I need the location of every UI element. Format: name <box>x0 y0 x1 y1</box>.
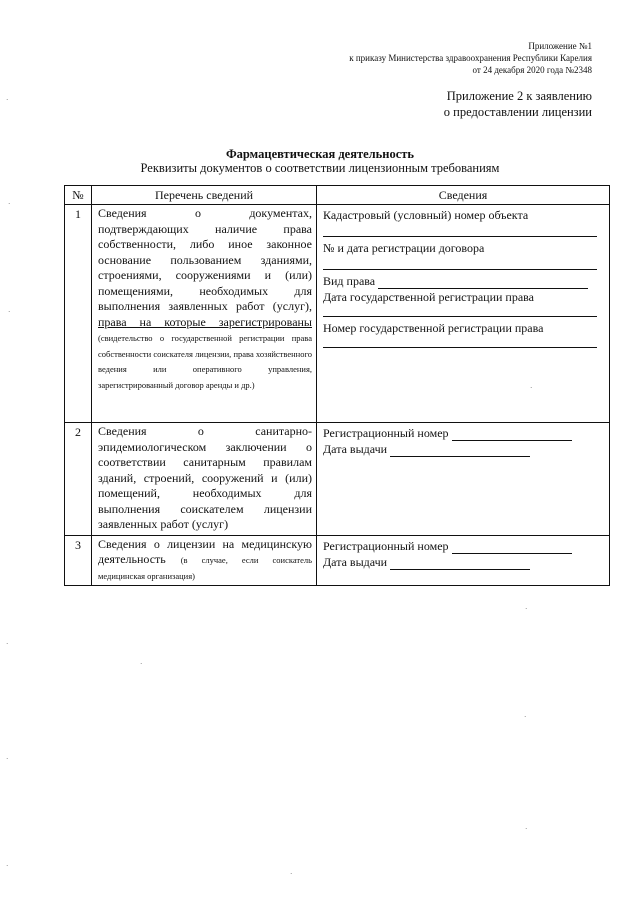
appendix1-order: к приказу Министерства здравоохранения Республики Карелия <box>349 53 592 63</box>
table-header-row <box>65 186 610 205</box>
scan-speck: · <box>6 96 9 104</box>
scan-speck: · <box>524 713 527 721</box>
appendix1-date: от 24 декабря 2020 года №2348 <box>472 65 592 75</box>
table-row <box>65 423 610 536</box>
header-list: Перечень сведений <box>92 186 317 205</box>
issue-date-label: Дата выдачи <box>323 554 388 569</box>
registration-date-field[interactable] <box>323 305 597 317</box>
reg-number-label: Регистрационный номер <box>323 426 449 440</box>
contract-registration-field[interactable] <box>323 256 597 270</box>
header-num: № <box>65 186 92 205</box>
row-description <box>92 535 317 586</box>
contract-registration-label: № и дата регистрации договора <box>323 241 485 255</box>
scan-speck: · <box>290 870 293 878</box>
row-text: Сведения о санитарно-эпидемиологическом заключении о соответствии санитарным правилам зданий, строений, сооружений и (или) помещений, необходимых для выполнения соискателем лицензии заявленных работ (услуг) <box>98 424 312 531</box>
appendix2-line2: о предоставлении лицензии <box>443 105 592 119</box>
scan-speck: · <box>8 200 11 208</box>
reg-number-label: Регистрационный номер <box>323 538 449 553</box>
appendix1-header <box>349 40 592 76</box>
row-description <box>92 205 317 423</box>
row-number: 1 <box>65 205 92 423</box>
row-fields <box>317 423 610 536</box>
row-text: Сведения о лицензии на медицинскую деятельность <box>98 536 312 566</box>
scan-speck: · <box>6 755 9 763</box>
cadastral-number-label: Кадастровый (условный) номер объекта <box>323 208 529 222</box>
document-title: Фармацевтическая деятельность <box>225 147 415 161</box>
scan-speck: · <box>8 308 11 316</box>
issue-date-row <box>323 441 603 457</box>
requisites-table <box>64 185 610 586</box>
registration-number-label: Номер государственной регистрации права <box>323 321 544 335</box>
document-subtitle: Реквизиты документов о соответствии лицензионным требованиям <box>140 161 500 175</box>
reg-number-row <box>323 425 603 441</box>
row-fields <box>317 535 610 586</box>
scan-speck: · <box>140 660 143 668</box>
registration-date-label: Дата государственной регистрации права <box>323 290 535 304</box>
scan-speck: · <box>530 384 533 392</box>
registration-number-field[interactable] <box>323 336 597 348</box>
reg-number-field[interactable] <box>452 541 572 554</box>
reg-number-field[interactable] <box>452 428 572 441</box>
appendix2-line1: Приложение 2 к заявлению <box>446 89 592 103</box>
scan-speck: · <box>6 640 9 648</box>
right-type-field[interactable] <box>378 276 588 289</box>
appendix1-title: Приложение №1 <box>528 41 592 51</box>
row-fields <box>317 205 610 423</box>
cadastral-number-field[interactable] <box>323 223 597 237</box>
header-info: Сведения <box>317 186 610 205</box>
scan-speck: · <box>525 605 528 613</box>
reg-number-row <box>323 538 603 554</box>
scan-speck: · <box>6 862 9 870</box>
scan-speck: · <box>525 825 528 833</box>
row-note: (свидетельство о государственной регистрации права собственности соискателя лицензии, права хозяйственного ведения или оперативного управления, зарегистрированный договор аренды и др.) <box>98 333 312 390</box>
right-type-row <box>323 273 603 289</box>
issue-date-field[interactable] <box>390 444 530 457</box>
appendix2-header <box>444 88 592 120</box>
row-text-underlined: права на которые зарегистрированы <box>98 314 312 329</box>
right-type-label: Вид права <box>323 274 376 288</box>
table-row <box>65 535 610 586</box>
table-row <box>65 205 610 423</box>
row-number: 3 <box>65 535 92 586</box>
row-note: (в случае, если соискатель медицинская организация) <box>98 555 313 581</box>
row-number: 2 <box>65 423 92 536</box>
issue-date-row <box>323 554 603 570</box>
issue-date-field[interactable] <box>390 557 530 570</box>
row-description <box>92 423 317 536</box>
row-text: Сведения о документах, подтверждающих наличие права собственности, либо иное законное основание пользованием зданиями, строениями, сооружениями и (или) помещениями, необходимых для выполнения заявленных работ (услуг), <box>98 206 312 313</box>
issue-date-label: Дата выдачи <box>323 442 388 456</box>
